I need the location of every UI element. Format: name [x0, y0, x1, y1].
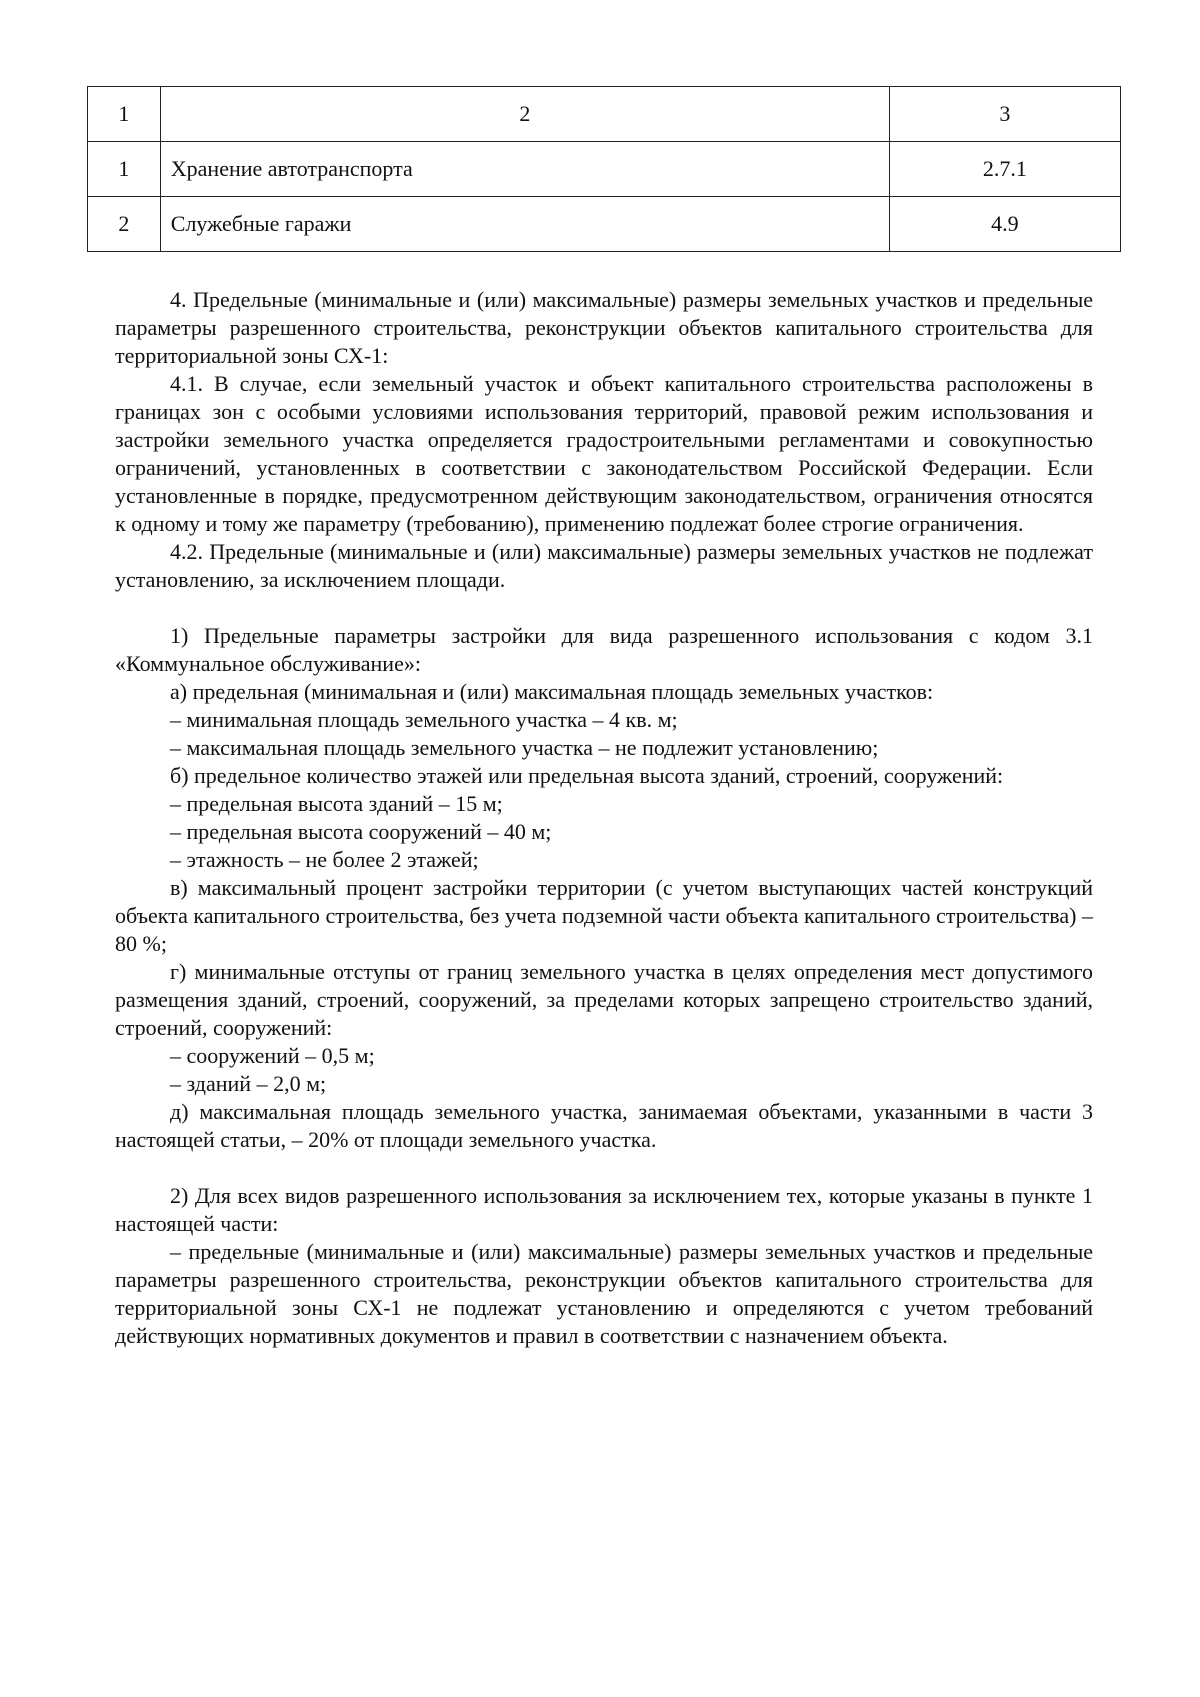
use-type-cell: Хранение автотранспорта [160, 142, 889, 197]
regulations-text [115, 286, 1093, 1350]
section-4-heading: 4. Предельные (минимальные и (или) максимальные) размеры земельных участков и предельные параметры разрешенного строительства, реконструкции объектов капитального строительства для территориальной зоны СХ-1: [115, 287, 1093, 368]
item-1-a: а) предельная (минимальная и (или) максимальная площадь земельных участков: [170, 679, 934, 704]
item-1-g: г) минимальные отступы от границ земельного участка в целях определения мест допустимого размещения зданий, строений, сооружений, за пределами которых запрещено строительство зданий, строений, сооружений: [115, 959, 1093, 1040]
land-use-table [87, 86, 1121, 252]
item-1-a-min-area: – минимальная площадь земельного участка – 4 кв. м; [170, 707, 678, 732]
item-1-a-max-area: – максимальная площадь земельного участка – не подлежит установлению; [170, 735, 879, 760]
item-1-g-buildings: – зданий – 2,0 м; [170, 1071, 327, 1096]
table-header-cell: 1 [88, 87, 161, 142]
item-1-b-building-height: – предельная высота зданий – 15 м; [170, 791, 503, 816]
item-1-d: д) максимальная площадь земельного участка, занимаемая объектами, указанными в части 3 настоящей статьи, – 20% от площади земельного участка. [115, 1099, 1093, 1152]
table-row [88, 142, 1121, 197]
row-number-cell: 2 [88, 197, 161, 252]
paragraph-4-2: 4.2. Предельные (минимальные и (или) максимальные) размеры земельных участков не подлежат установлению, за исключением площади. [115, 539, 1093, 592]
use-code-cell: 2.7.1 [889, 142, 1120, 197]
use-type-cell: Служебные гаражи [160, 197, 889, 252]
item-1-heading: 1) Предельные параметры застройки для вида разрешенного использования с кодом 3.1 «Коммунальное обслуживание»: [115, 623, 1093, 676]
item-1-b: б) предельное количество этажей или предельная высота зданий, строений, сооружений: [170, 763, 1004, 788]
table-row [88, 197, 1121, 252]
item-2-body: – предельные (минимальные и (или) максимальные) размеры земельных участков и предельные параметры разрешенного строительства, реконструкции объектов капитального строительства для территориальной зоны СХ-1 не подлежат установлению и определяются с учетом требований действующих нормативных документов и правил в соответствии с назначением объекта. [115, 1239, 1093, 1348]
item-1-g-structures: – сооружений – 0,5 м; [170, 1043, 375, 1068]
item-1-b-floors: – этажность – не более 2 этажей; [170, 847, 479, 872]
row-number-cell: 1 [88, 142, 161, 197]
item-2-heading: 2) Для всех видов разрешенного использования за исключением тех, которые указаны в пункте 1 настоящей части: [115, 1183, 1093, 1236]
use-code-cell: 4.9 [889, 197, 1120, 252]
item-1-b-structure-height: – предельная высота сооружений – 40 м; [170, 819, 552, 844]
table-header-cell: 3 [889, 87, 1120, 142]
paragraph-4-1: 4.1. В случае, если земельный участок и объект капитального строительства расположены в границах зон с особыми условиями использования территорий, правовой режим использования и застройки земельного участка определяется градостроительными регламентами и совокупностью ограничений, установленных в соответствии с законодательством Российской Федерации. Если установленные в порядке, предусмотренном действующим законодательством, ограничения относятся к одному и тому же параметру (требованию), применению подлежат более строгие ограничения. [115, 371, 1093, 536]
table-header-cell: 2 [160, 87, 889, 142]
item-1-v: в) максимальный процент застройки территории (с учетом выступающих частей конструкций объекта капитального строительства, без учета подземной части объекта капитального строительства) – 80 %; [115, 875, 1093, 956]
table-header-row [88, 87, 1121, 142]
